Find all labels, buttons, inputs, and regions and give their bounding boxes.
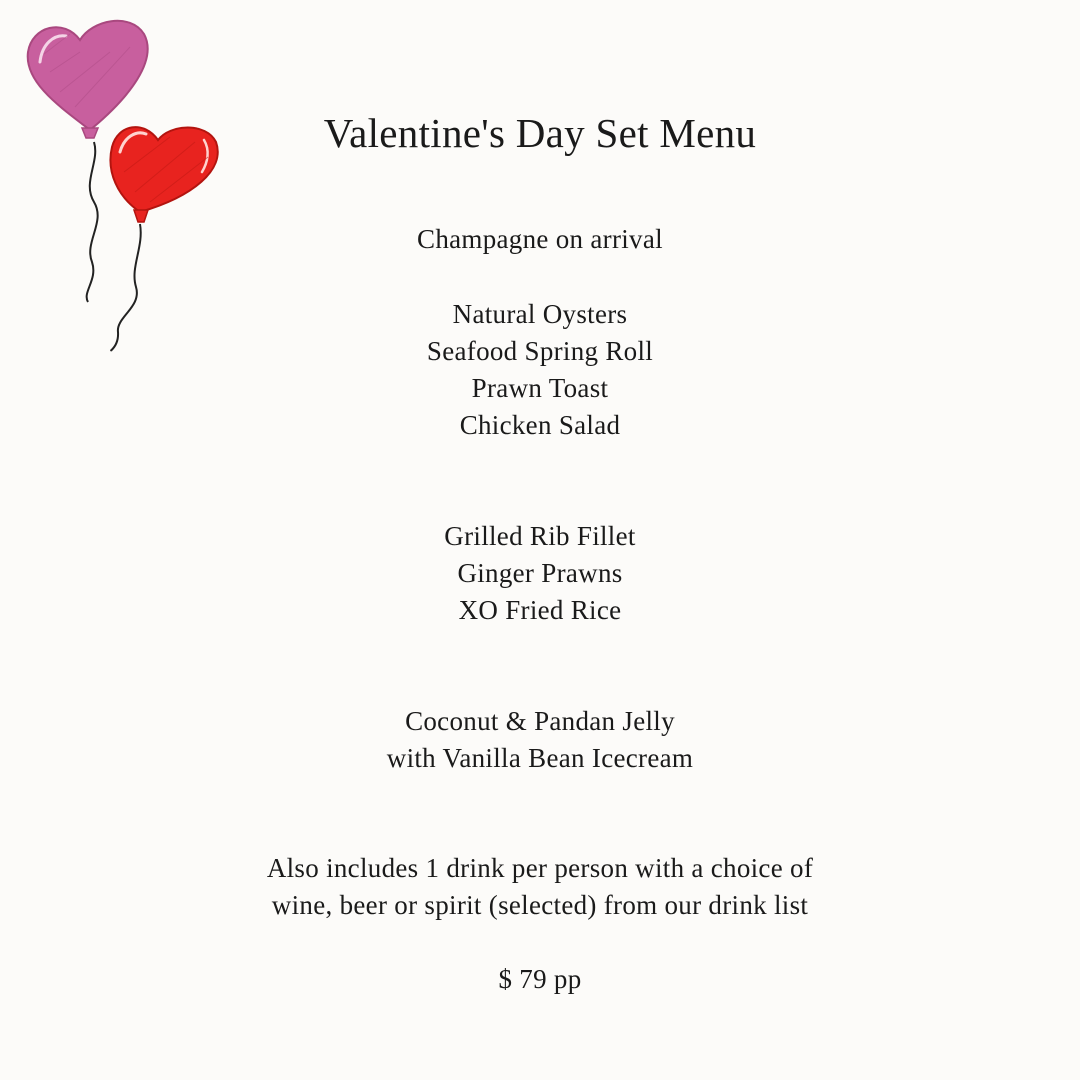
- main-item: Grilled Rib Fillet: [444, 521, 636, 551]
- menu-title: Valentine's Day Set Menu: [323, 110, 757, 156]
- main-item: Ginger Prawns: [457, 558, 623, 588]
- dessert-line: with Vanilla Bean Icecream: [386, 743, 694, 773]
- mains-section: [0, 518, 1080, 629]
- entree-item: Chicken Salad: [459, 410, 621, 440]
- price-text: $ 79 pp: [498, 964, 582, 994]
- dessert-line: Coconut & Pandan Jelly: [405, 706, 675, 736]
- entree-item: Prawn Toast: [471, 373, 609, 403]
- drinks-line: wine, beer or spirit (selected) from our drink list: [271, 890, 809, 920]
- drinks-note: [0, 850, 1080, 924]
- entree-item: Natural Oysters: [452, 299, 628, 329]
- main-item: XO Fried Rice: [458, 595, 622, 625]
- arrival-section: [0, 221, 1080, 258]
- arrival-text: Champagne on arrival: [417, 224, 663, 254]
- drinks-line: Also includes 1 drink per person with a choice of: [266, 853, 814, 883]
- entree-section: [0, 296, 1080, 444]
- dessert-section: [0, 703, 1080, 777]
- price-section: [0, 961, 1080, 998]
- entree-item: Seafood Spring Roll: [426, 336, 654, 366]
